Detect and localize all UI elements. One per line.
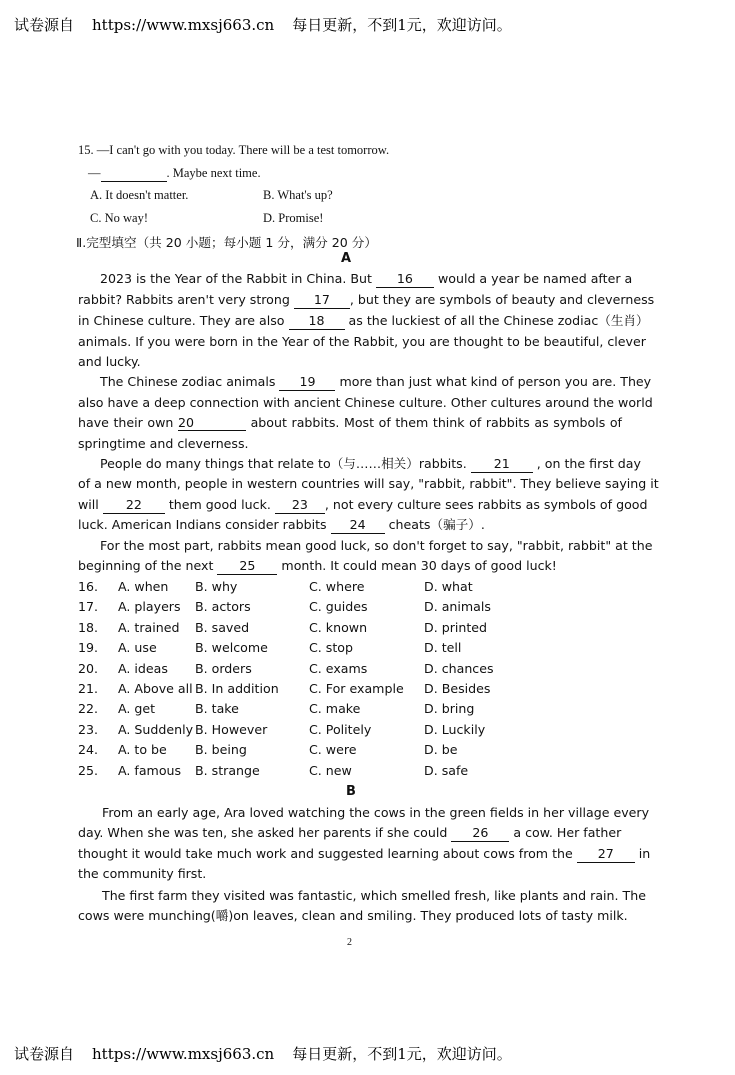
passage-b-line: The first farm they visited was fantastic, which smelled fresh, like plants and rain. The	[102, 888, 646, 903]
q15-reply	[88, 166, 261, 182]
passage-a-line: will 22 them good luck. 23 , not every culture sees rabbits as symbols of good	[78, 497, 648, 512]
blank-19: 19	[279, 374, 335, 391]
blank-17: 17	[294, 292, 350, 309]
blank-18: 18	[289, 313, 345, 330]
q15-stem: 15. —I can't go with you today. There will be a test tomorrow.	[78, 143, 390, 157]
footer-banner	[14, 1043, 512, 1064]
reply-rest: . Maybe next time.	[166, 166, 261, 180]
reply-dash: —	[88, 166, 101, 180]
blank-21: 21	[471, 456, 533, 473]
blank-23: 23	[275, 497, 325, 514]
blank-25: 25	[217, 558, 277, 575]
passage-a-line: People do many things that relate to（与……相关）rabbits. 21 , on the first day	[100, 456, 641, 471]
passage-a-line: For the most part, rabbits mean good luck, so don't forget to say, "rabbit, rabbit" at the	[100, 538, 653, 553]
blank-26: 26	[451, 825, 509, 842]
blank-22: 22	[103, 497, 165, 514]
passage-a-line: in Chinese culture. They are also 18 as the luckiest of all the Chinese zodiac（生肖）	[78, 313, 649, 328]
q15-option-d: D. Promise!	[263, 211, 324, 225]
passage-a-line: also have a deep connection with ancient Chinese culture. Other cultures around the world	[78, 395, 653, 410]
q15-blank	[101, 166, 167, 182]
passage-b-line: the community first.	[78, 866, 207, 881]
passage-b-line: From an early age, Ara loved watching the cows in the green fields in her village every	[102, 805, 650, 820]
source-url: https://www.mxsj663.cn	[92, 16, 275, 34]
passage-a-heading: A	[341, 251, 352, 266]
passage-a-line: 2023 is the Year of the Rabbit in China. But 16 would a year be named after a	[100, 271, 633, 286]
passage-a-line: animals. If you were born in the Year of the Rabbit, you are thought to be beautiful, clever	[78, 334, 646, 349]
passage-b-line: day. When she was ten, she asked her parents if she could 26 a cow. Her father	[78, 825, 622, 840]
blank-24: 24	[331, 517, 385, 534]
passage-a-line: rabbit? Rabbits aren't very strong 17 , but they are symbols of beauty and cleverness	[78, 292, 655, 307]
q15-option-b: B. What's up?	[263, 188, 333, 202]
source-label: 试卷源自	[14, 1045, 75, 1063]
slogan: 每日更新，不到1元，欢迎访问。	[292, 16, 512, 34]
passage-b-heading: B	[346, 784, 356, 799]
blank-16: 16	[376, 271, 434, 288]
passage-a-line: springtime and cleverness.	[78, 436, 249, 451]
passage-b-line: cows were munching(嚼)on leaves, clean and smiling. They produced lots of tasty milk.	[78, 908, 628, 923]
passage-a-line: The Chinese zodiac animals 19 more than just what kind of person you are. They	[100, 374, 652, 389]
section-title: Ⅱ.完型填空（共 20 小题；每小题 1 分，满分 20 分）	[76, 235, 377, 250]
q15-option-c: C. No way!	[90, 211, 148, 225]
page-number: 2	[347, 937, 352, 948]
source-url: https://www.mxsj663.cn	[92, 1045, 275, 1063]
passage-b-line: thought it would take much work and suggested learning about cows from the 27 in	[78, 846, 651, 861]
passage-a-line: of a new month, people in western countries will say, "rabbit, rabbit". They believe saying it	[78, 476, 659, 491]
passage-a-line: beginning of the next 25 month. It could mean 30 days of good luck!	[78, 558, 557, 573]
passage-a-line: and lucky.	[78, 354, 141, 369]
blank-27: 27	[577, 846, 635, 863]
passage-a-line: luck. American Indians consider rabbits 24 cheats（骗子）.	[78, 517, 485, 532]
passage-a-line: have their own 20 about rabbits. Most of them think of rabbits as symbols of	[78, 415, 622, 430]
source-label: 试卷源自	[14, 16, 75, 34]
header-banner	[14, 14, 512, 35]
blank-20: 20	[178, 415, 246, 431]
slogan: 每日更新，不到1元，欢迎访问。	[292, 1045, 512, 1063]
q15-option-a: A. It doesn't matter.	[90, 188, 189, 202]
